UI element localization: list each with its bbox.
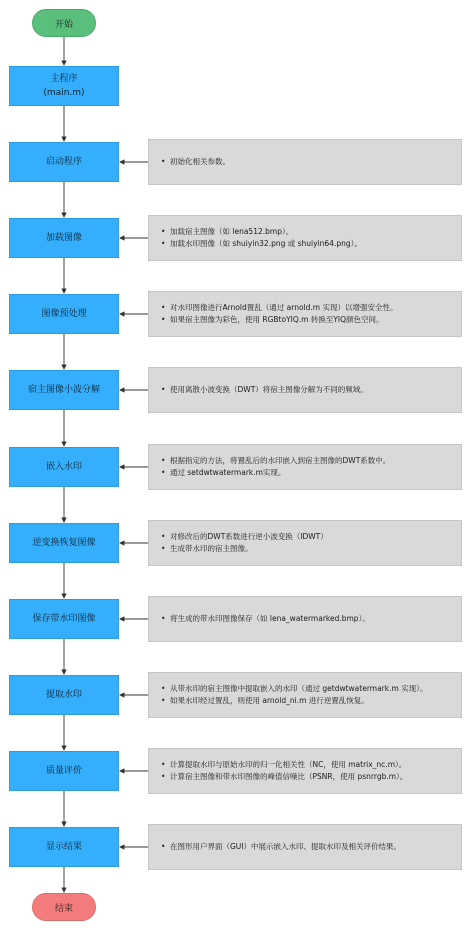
step-load	[9, 218, 119, 258]
note-quality	[148, 748, 462, 794]
bullet-icon: •	[161, 696, 166, 705]
note-bullet	[161, 683, 461, 696]
note-text: 对修改后的DWT系数进行逆小波变换（IDWT）	[170, 531, 328, 541]
note-text: 生成带水印的宿主图像。	[170, 544, 253, 553]
note-bullet	[161, 613, 461, 626]
step-label: 宿主图像小波分解	[27, 385, 100, 395]
bullet-icon: •	[161, 302, 166, 312]
note-bullet	[161, 759, 461, 772]
note-bullet	[161, 543, 461, 556]
note-bullet	[161, 771, 461, 784]
step-label: 嵌入水印	[45, 462, 82, 472]
step-label: 显示结果	[45, 842, 82, 852]
bullet-icon: •	[161, 683, 166, 693]
step-embed	[9, 447, 119, 487]
note-text: 使用离散小波变换（DWT）将宿主图像分解为不同的频域。	[170, 384, 368, 394]
step-quality	[9, 751, 119, 791]
bullet-icon: •	[161, 544, 166, 553]
note-text: 如果宿主图像为彩色，使用 RGBtoYIQ.m 转换至YIQ颜色空间。	[170, 315, 384, 324]
note-preprocess	[148, 291, 462, 337]
step-preprocess	[9, 294, 119, 334]
bullet-icon: •	[161, 759, 166, 769]
note-idwt	[148, 520, 462, 566]
note-text: 根据指定的方法，将置乱后的水印嵌入到宿主图像的DWT系数中。	[170, 455, 391, 465]
note-extract	[148, 672, 462, 718]
note-bullet	[161, 455, 461, 468]
step-idwt	[9, 523, 119, 563]
start-label: 开始	[54, 19, 73, 30]
step-label: 保存带水印图像	[32, 614, 96, 624]
note-embed	[148, 444, 462, 490]
note-dwt	[148, 367, 462, 413]
note-save	[148, 596, 462, 642]
bullet-icon: •	[161, 315, 166, 324]
note-bullet	[161, 156, 461, 169]
note-load	[148, 215, 462, 261]
bullet-icon: •	[161, 384, 166, 394]
step-main	[9, 66, 119, 106]
note-text: 计算提取水印与原始水印的归一化相关性（NC，使用 matrix_nc.m）。	[170, 759, 407, 769]
bullet-icon: •	[161, 226, 166, 236]
bullet-icon: •	[161, 531, 166, 541]
note-text: 在图形用户界面（GUI）中展示嵌入水印、提取水印及相关评价结果。	[170, 841, 402, 851]
bullet-icon: •	[161, 841, 166, 851]
step-dwt	[9, 370, 119, 410]
bullet-icon: •	[161, 156, 166, 166]
note-text: 初始化相关参数。	[170, 156, 230, 166]
note-text: 对水印图像进行Arnold置乱（通过 arnold.m 实现）以增强安全性。	[170, 302, 398, 312]
note-bullet	[161, 531, 461, 544]
note-display	[148, 824, 462, 870]
step-label: 提取水印	[45, 690, 82, 700]
note-text: 计算宿主图像和带水印图像的峰值信噪比（PSNR，使用 psnrrgb.m）。	[170, 772, 408, 781]
start-node	[32, 9, 96, 37]
bullet-icon: •	[161, 455, 166, 465]
step-label: 加载图像	[45, 233, 82, 243]
end-label: 结束	[54, 903, 73, 914]
bullet-icon: •	[161, 468, 166, 477]
step-label: 质量评价	[45, 766, 82, 776]
note-bullet	[161, 226, 461, 239]
step-display	[9, 827, 119, 867]
note-bullet	[161, 695, 461, 708]
note-text: 加载宿主图像（如 lena512.bmp）。	[170, 226, 294, 236]
note-text: 从带水印的宿主图像中提取嵌入的水印（通过 getdwtwatermark.m 实现）。	[170, 683, 428, 693]
note-bullet	[161, 302, 461, 315]
note-bullet	[161, 238, 461, 251]
note-text: 如果水印经过置乱，则使用 arnold_ni.m 进行逆置乱恢复。	[170, 696, 369, 705]
note-bullet	[161, 841, 461, 854]
step-label: 启动程序	[45, 157, 82, 167]
step-init	[9, 142, 119, 182]
step-label: 图像预处理	[41, 309, 87, 319]
step-label: (main.m)	[43, 88, 85, 98]
step-extract	[9, 675, 119, 715]
note-text: 通过 setdwtwatermark.m实现。	[170, 468, 286, 477]
note-bullet	[161, 314, 461, 327]
bullet-icon: •	[161, 239, 166, 248]
step-label: 主程序	[50, 74, 78, 84]
bullet-icon: •	[161, 613, 166, 623]
step-label: 逆变换恢复图像	[32, 538, 96, 548]
note-text: 加载水印图像（如 shuiyin32.png 或 shuiyin64.png）。	[170, 239, 362, 248]
note-init	[148, 139, 462, 185]
note-text: 将生成的带水印图像保存（如 lena_watermarked.bmp）。	[170, 613, 370, 623]
bullet-icon: •	[161, 772, 166, 781]
end-node	[32, 893, 96, 921]
note-bullet	[161, 384, 461, 397]
note-bullet	[161, 467, 461, 480]
step-save	[9, 599, 119, 639]
